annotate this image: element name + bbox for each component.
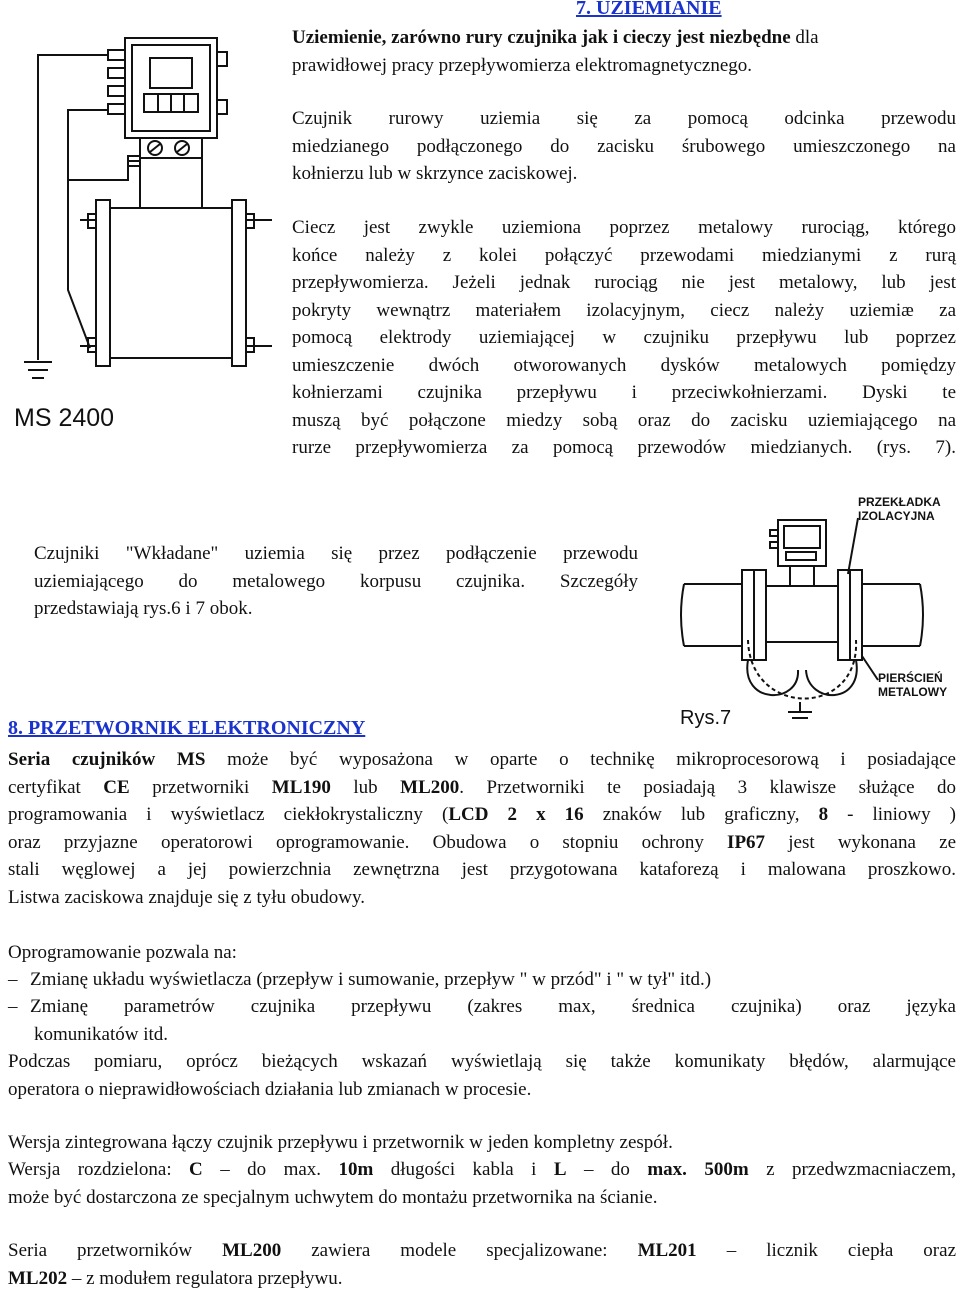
text-line: przepływomierza. Jeżeli jednak rurociąg nie jest metalowy, lub jest <box>292 272 956 293</box>
measurement-messages-paragraph <box>8 1048 956 1103</box>
text-span: jest wykonana ze <box>765 831 956 853</box>
text-line: miedzianego podłączonego do zacisku śrubowego umieszczonego na <box>292 135 956 157</box>
grounding-intro-rest: dla <box>790 27 819 48</box>
text-span: – licznik ciepła oraz <box>696 1240 956 1261</box>
bold-term: L <box>553 1159 567 1180</box>
converter-description <box>8 746 956 911</box>
text-span <box>687 1159 704 1180</box>
text-line: stali węglowej a jej powierzchnia zewnętrzna jest przygotowana kataforezą i malowana proszkowo. <box>8 859 956 880</box>
grounding-intro-bold: Uziemienie, zarówno rury czujnika jak i cieczy jest niezbędne <box>292 27 791 48</box>
insertion-sensors-paragraph <box>34 540 638 623</box>
text-span: przetworniki <box>129 776 272 798</box>
metal-ring-label: PIERŚCIEŃ <box>878 671 943 685</box>
text-line: może być dostarczona ze specjalnym uchwytem do montażu przetwornika na ścianie. <box>8 1186 658 1208</box>
text-span: lub <box>330 776 401 798</box>
rys7-figure <box>680 490 956 730</box>
insulating-spacer-label: PRZEKŁADKA <box>858 495 941 509</box>
ms2400-figure <box>10 30 280 440</box>
text-line: komunikatów itd. <box>34 1023 169 1045</box>
pipe-grounding-paragraph <box>292 105 956 188</box>
software-intro: Oprogramowanie pozwala na: <box>8 942 237 963</box>
bold-term: 8 <box>818 804 829 825</box>
bold-term: CE <box>103 776 130 798</box>
metal-ring-label-2: METALOWY <box>878 685 948 699</box>
ml200-series-paragraph <box>8 1237 956 1292</box>
text-span: Wersja rozdzielona: <box>8 1159 190 1180</box>
text-span: certyfikat <box>8 776 104 798</box>
text-span: – z modułem regulatora przepływu. <box>67 1267 343 1289</box>
text-span: Seria przetworników <box>8 1240 223 1261</box>
text-span: . Przetworniki te posiadają 3 klawisze służące do <box>459 776 956 798</box>
text-line: pokryty wewnątrz materiałem izolacyjnym, ciecz należy uziemiæ za <box>292 299 956 321</box>
grounding-intro <box>292 24 956 79</box>
text-line: pomocą elektrody uziemiającej w czujniku przepływu lub poprzez <box>292 327 956 348</box>
text-line: końce należy z kolei połączyć przewodami miedzianymi z rurą <box>292 244 956 266</box>
text-line: Czujnik rurowy uziemia się za pomocą odcinka przewodu <box>292 108 956 129</box>
bullet-dash: – <box>8 996 18 1017</box>
text-span: programowania i wyświetlacz ciekłokrystaliczny ( <box>8 804 449 825</box>
text-span: oraz przyjazne operatorowi oprogramowanie. Obudowa o stopniu ochrony <box>8 831 728 853</box>
bold-term: 500m <box>704 1159 749 1180</box>
text-line: rurze przepływomierza za pomocą przewodów miedzianych. (rys. 7). <box>292 437 956 458</box>
text-line: przedstawiają rys.6 i 7 obok. <box>34 598 253 619</box>
text-span: – do <box>566 1159 648 1180</box>
text-span: – do max. <box>202 1159 339 1180</box>
text-span: - liniowy ) <box>828 804 956 825</box>
text-span: zawiera modele specjalizowane: <box>281 1240 638 1261</box>
bullet-dash: – <box>8 969 18 990</box>
section-7-heading: 7. UZIEMIANIE <box>576 0 722 19</box>
text-span: Zmianę parametrów czujnika przepływu (zakres max, średnica czujnika) oraz języka <box>30 996 956 1017</box>
integrated-version-text: Wersja zintegrowana łączy czujnik przepływu i przetwornik w jeden kompletny zespół. <box>8 1132 673 1153</box>
bold-term: ML202 <box>8 1267 68 1289</box>
bold-term: max. <box>647 1159 687 1180</box>
remote-version-paragraph <box>8 1156 956 1211</box>
bold-term: ML201 <box>637 1240 697 1261</box>
text-span: znaków lub graficzny, <box>583 804 819 825</box>
bold-term: IP67 <box>727 831 766 853</box>
text-span: długości kabla i <box>373 1159 554 1180</box>
section-8-heading: 8. PRZETWORNIK ELEKTRONICZNY <box>8 717 366 739</box>
bold-term: ML200 <box>222 1240 282 1261</box>
text-line: muszą być połączone miedzy sobą oraz do zacisku uziemiającego na <box>292 409 956 431</box>
text-line: Listwa zaciskowa znajduje się z tyłu obudowy. <box>8 886 366 908</box>
grounding-intro-line2: prawidłowej pracy przepływomierza elektromagnetycznego. <box>292 54 753 76</box>
text-line: Czujniki "Wkładane" uziemia się przez podłączenie przewodu <box>34 543 638 564</box>
bold-term: LCD 2 x 16 <box>448 804 584 825</box>
text-span: może być wyposażona w oparte o technikę mikroprocesorową i posiadające <box>205 749 956 770</box>
text-line: kołnierzu lub w skrzynce zaciskowej. <box>292 163 578 184</box>
liquid-grounding-paragraph <box>292 214 956 462</box>
text-line: operatora o nieprawidłowościach działania lub zmianach w procesie. <box>8 1078 532 1100</box>
text-line: uziemiającego do metalowego korpusu czujnika. Szczegóły <box>34 570 638 592</box>
rys7-caption: Rys.7 <box>680 707 732 729</box>
text-line: Ciecz jest zwykle uziemiona poprzez metalowy rurociąg, którego <box>292 217 956 238</box>
text-span: z przedwzmacniaczem, <box>748 1159 957 1180</box>
bold-term: Seria czujników MS <box>8 749 206 770</box>
ms2400-label: MS 2400 <box>14 404 115 432</box>
text-line: kołnierzami czujnika przepływu i przeciwkołnierzami. Dyski te <box>292 382 956 403</box>
bold-term: C <box>189 1159 203 1180</box>
software-bullet-1 <box>8 966 956 994</box>
insulating-spacer-label-2: IZOLACYJNA <box>858 509 935 523</box>
bold-term: ML190 <box>271 776 331 798</box>
software-bullet-2 <box>8 993 956 1048</box>
text-span: Zmianę układu wyświetlacza (przepływ i sumowanie, przepływ " w przód" i " w tył" itd.) <box>30 969 712 990</box>
bold-term: 10m <box>338 1159 374 1180</box>
text-line: Podczas pomiaru, oprócz bieżących wskazań wyświetlają się także komunikaty błędów, alarmujące <box>8 1051 956 1072</box>
text-line: umieszczenie dwóch otworowanych dysków metalowych pomiędzy <box>292 354 956 376</box>
bold-term: ML200 <box>400 776 460 798</box>
